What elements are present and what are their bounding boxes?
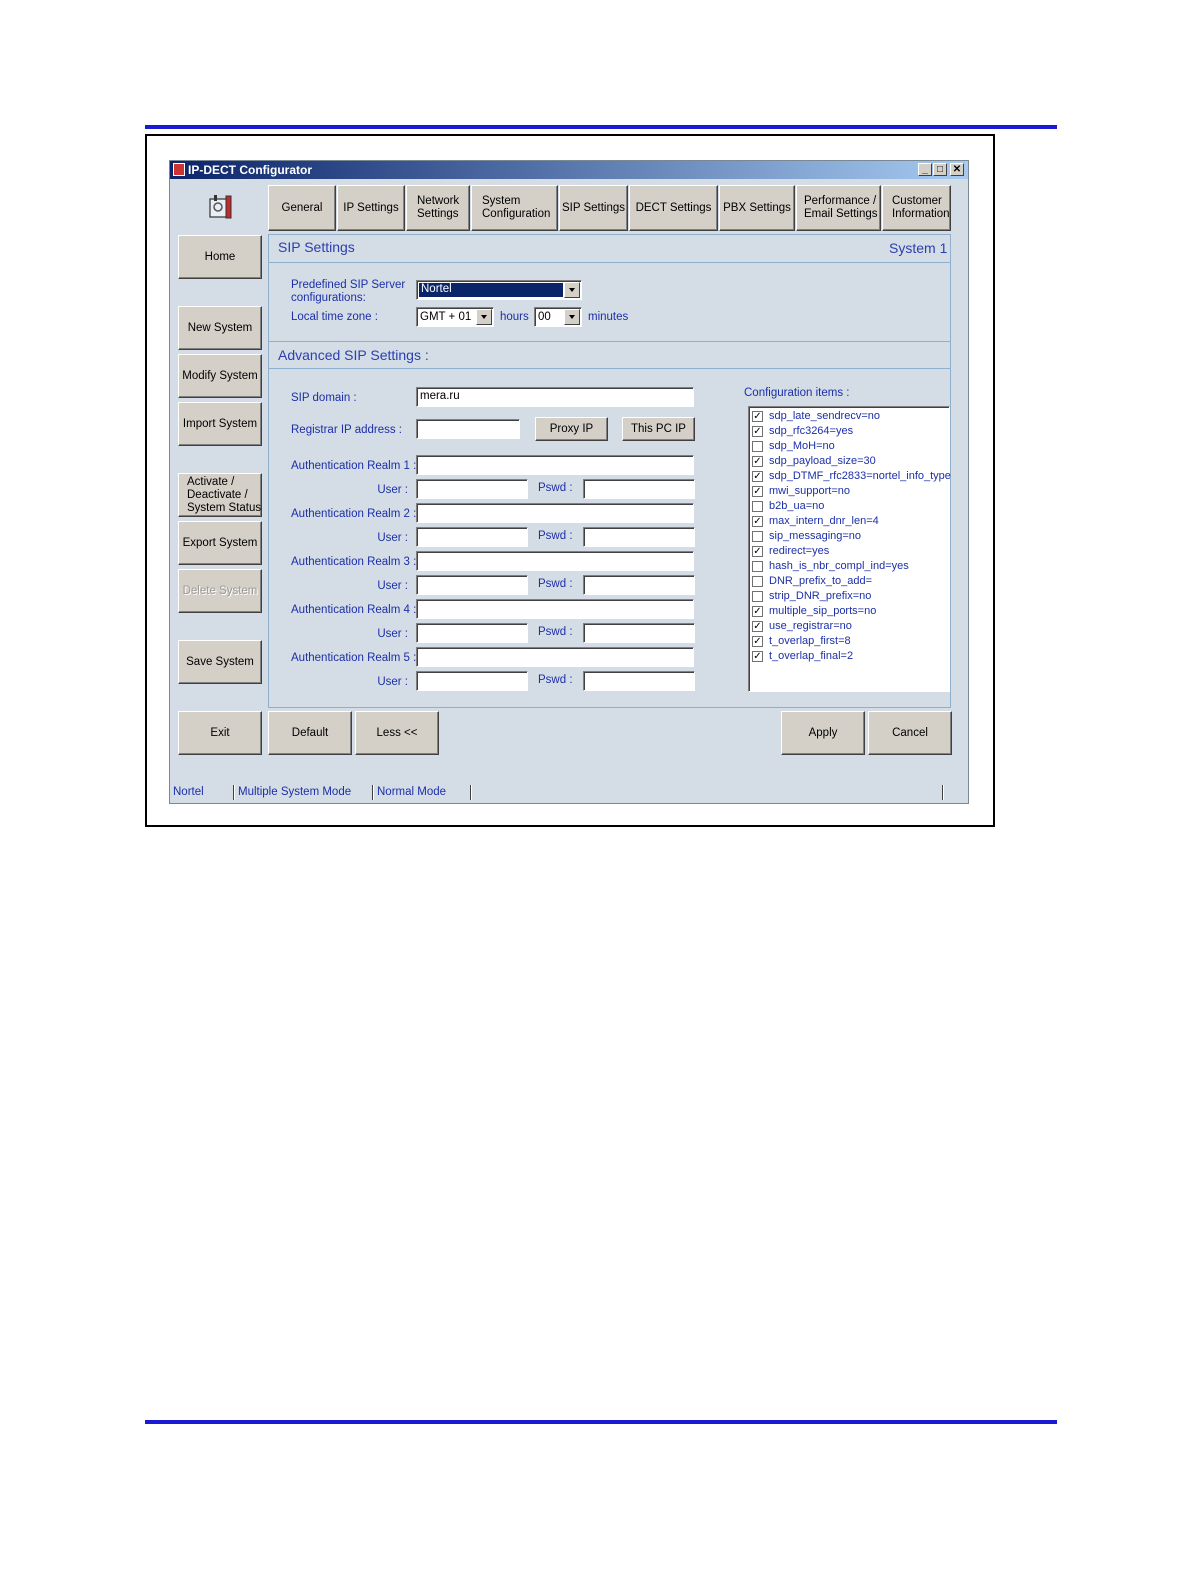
minutes-label: minutes (588, 311, 629, 323)
checkbox[interactable] (752, 501, 763, 512)
divider (268, 341, 951, 342)
chevron-down-icon[interactable] (564, 309, 580, 325)
checkbox[interactable]: ✓ (753, 486, 762, 497)
checkbox[interactable]: ✓ (753, 456, 762, 467)
status-bar (170, 783, 968, 803)
config-item-label: sdp_MoH=no (769, 440, 835, 452)
pswd-label: Pswd : (538, 530, 573, 542)
minimize-icon[interactable]: _ (918, 163, 932, 176)
checkbox[interactable]: ✓ (753, 471, 762, 482)
home-button[interactable]: Home (178, 235, 262, 279)
config-item-label: max_intern_dnr_len=4 (769, 515, 879, 527)
pswd-label: Pswd : (538, 674, 573, 686)
title-bar[interactable] (170, 161, 968, 179)
config-items-label: Configuration items : (744, 387, 850, 399)
user-label: User : (377, 676, 408, 688)
modify-system-button[interactable]: Modify System (178, 354, 262, 398)
user-label: User : (377, 628, 408, 640)
checkbox[interactable]: ✓ (753, 606, 762, 617)
auth-realm-label: Authentication Realm 5 : (291, 652, 417, 664)
auth-realm-input[interactable] (416, 647, 694, 667)
sip-domain-input[interactable]: mera.ru (416, 387, 694, 407)
status-profile: Nortel (173, 786, 204, 798)
delete-system-button[interactable]: Delete System (178, 569, 262, 613)
status-separator (470, 785, 472, 800)
default-button[interactable]: Default (268, 711, 352, 755)
divider (268, 368, 951, 369)
checkbox[interactable]: ✓ (753, 516, 762, 527)
pswd-input[interactable] (583, 479, 695, 499)
tab-performance-email[interactable]: Performance / Email Settings (796, 185, 881, 231)
tab-pbx-settings[interactable]: PBX Settings (719, 185, 795, 231)
auth-realm-input[interactable] (416, 503, 694, 523)
pswd-input[interactable] (583, 527, 695, 547)
predefined-sip-label: Predefined SIP Server configurations: (291, 279, 406, 304)
pswd-label: Pswd : (538, 482, 573, 494)
config-item-label: DNR_prefix_to_add= (769, 575, 873, 587)
config-item-label: b2b_ua=no (769, 500, 825, 512)
app-icon (173, 163, 185, 176)
status-normal-mode: Normal Mode (377, 786, 447, 798)
this-pc-ip-button[interactable]: This PC IP (622, 417, 695, 441)
less-button[interactable]: Less << (355, 711, 439, 755)
status-separator (942, 785, 944, 800)
tab-dect-settings[interactable]: DECT Settings (629, 185, 718, 231)
import-system-button[interactable]: Import System (178, 402, 262, 446)
pswd-label: Pswd : (538, 626, 573, 638)
activate-deactivate-button[interactable]: Activate / Deactivate / System Status (178, 473, 262, 517)
timezone-minutes-select[interactable] (534, 307, 582, 327)
tab-sip-settings[interactable]: SIP Settings (559, 185, 628, 231)
config-item-label: sdp_late_sendrecv=no (769, 410, 880, 422)
export-system-button[interactable]: Export System (178, 521, 262, 565)
auth-realm-label: Authentication Realm 1 : (291, 460, 417, 472)
config-item-label: mwi_support=no (769, 485, 851, 497)
config-item-label: multiple_sip_ports=no (769, 605, 877, 617)
app-window (169, 160, 969, 804)
timezone-label: Local time zone : (291, 311, 378, 323)
config-item-label: sdp_payload_size=30 (769, 455, 876, 467)
config-item-label: redirect=yes (769, 545, 830, 557)
user-label: User : (377, 484, 408, 496)
config-items-list[interactable] (748, 406, 950, 692)
window-title: IP-DECT Configurator (188, 163, 312, 177)
status-separator (372, 785, 374, 800)
tab-ip-settings[interactable]: IP Settings (337, 185, 405, 231)
checkbox[interactable]: ✓ (753, 651, 762, 662)
auth-realm-label: Authentication Realm 2 : (291, 508, 417, 520)
close-icon[interactable]: ✕ (950, 163, 964, 176)
checkbox[interactable] (752, 561, 763, 572)
exit-button[interactable]: Exit (178, 711, 262, 755)
config-item-label: sip_messaging=no (769, 530, 862, 542)
checkbox[interactable]: ✓ (753, 636, 762, 647)
checkbox[interactable] (752, 591, 763, 602)
sip-domain-label: SIP domain : (291, 392, 357, 404)
save-system-button[interactable]: Save System (178, 640, 262, 684)
timezone-hours-select[interactable] (416, 307, 494, 327)
timezone-hours-value: GMT + 01 (420, 311, 472, 323)
checkbox[interactable]: ✓ (753, 411, 762, 422)
apply-button[interactable]: Apply (781, 711, 865, 755)
chevron-down-icon[interactable] (564, 282, 580, 298)
registrar-ip-input[interactable] (416, 419, 520, 439)
tab-system-configuration[interactable]: System Configuration (471, 185, 558, 231)
config-item-label: sdp_DTMF_rfc2833=nortel_info_type (769, 470, 951, 482)
predefined-sip-select[interactable] (416, 280, 582, 300)
checkbox[interactable]: ✓ (753, 546, 762, 557)
checkbox[interactable]: ✓ (753, 621, 762, 632)
auth-realm-label: Authentication Realm 3 : (291, 556, 417, 568)
auth-realm-label: Authentication Realm 4 : (291, 604, 417, 616)
checkbox[interactable] (752, 576, 763, 587)
auth-realm-input[interactable] (416, 455, 694, 475)
proxy-ip-button[interactable]: Proxy IP (535, 417, 608, 441)
user-input[interactable] (416, 623, 528, 643)
config-item-label: t_overlap_first=8 (769, 635, 851, 647)
pswd-label: Pswd : (538, 578, 573, 590)
hours-label: hours (500, 311, 529, 323)
tab-general[interactable]: General (268, 185, 336, 231)
pswd-input[interactable] (583, 575, 695, 595)
predefined-sip-value: Nortel (419, 283, 563, 297)
pswd-input[interactable] (583, 623, 695, 643)
config-item-label: t_overlap_final=2 (769, 650, 854, 662)
configurator-logo-icon (206, 193, 236, 221)
timezone-minutes-value: 00 (538, 311, 551, 323)
user-label: User : (377, 580, 408, 592)
registrar-ip-label: Registrar IP address : (291, 424, 403, 436)
cancel-button[interactable]: Cancel (868, 711, 952, 755)
chevron-down-icon[interactable] (476, 309, 492, 325)
user-input[interactable] (416, 671, 528, 691)
divider (268, 262, 951, 263)
user-input[interactable] (416, 575, 528, 595)
tab-customer-information[interactable]: Customer Information (882, 185, 951, 231)
config-item-label: hash_is_nbr_compl_ind=yes (769, 560, 909, 572)
checkbox[interactable] (752, 441, 763, 452)
section-title-sip-settings: SIP Settings (278, 239, 355, 255)
new-system-button[interactable]: New System (178, 306, 262, 350)
system-indicator: System 1 (889, 240, 948, 256)
auth-realm-input[interactable] (416, 551, 694, 571)
pswd-input[interactable] (583, 671, 695, 691)
status-mode: Multiple System Mode (238, 786, 352, 798)
config-item-label: sdp_rfc3264=yes (769, 425, 854, 437)
checkbox[interactable] (752, 531, 763, 542)
top-rule (145, 125, 1057, 129)
auth-realm-input[interactable] (416, 599, 694, 619)
tab-network-settings[interactable]: Network Settings (406, 185, 470, 231)
status-separator (233, 785, 235, 800)
config-item-label: use_registrar=no (769, 620, 852, 632)
section-title-advanced: Advanced SIP Settings : (278, 347, 429, 363)
maximize-icon[interactable]: □ (933, 163, 947, 176)
user-label: User : (377, 532, 408, 544)
user-input[interactable] (416, 479, 528, 499)
checkbox[interactable]: ✓ (753, 426, 762, 437)
user-input[interactable] (416, 527, 528, 547)
bottom-rule (145, 1420, 1057, 1424)
config-item-label: strip_DNR_prefix=no (769, 590, 872, 602)
